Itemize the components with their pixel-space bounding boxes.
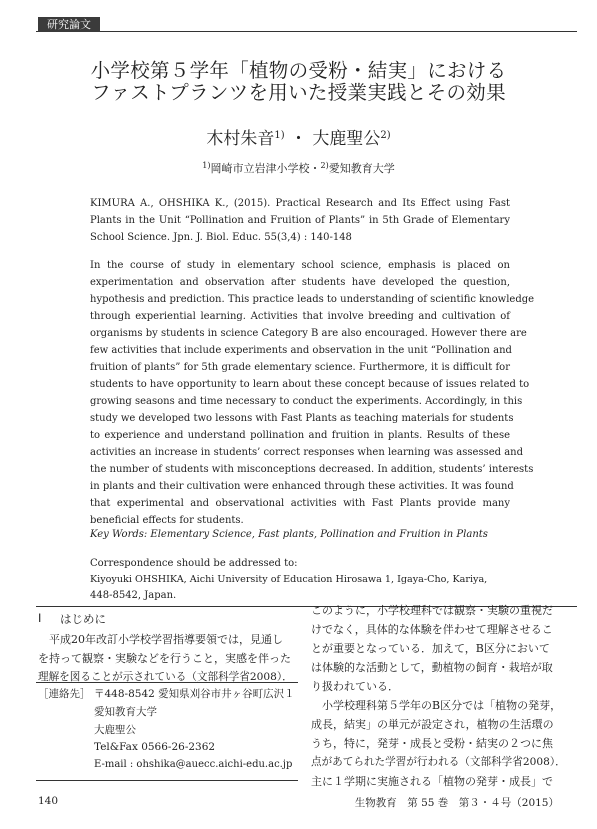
correspondence-line: Correspondence should be addressed to: — [90, 558, 298, 569]
correspondence-line: Kiyoyuki OHSHIKA, Aichi University of Education Hirosawa 1, Igaya-Cho, Kariya, — [90, 574, 488, 585]
affil-1-mark: 1) — [202, 161, 211, 170]
author-separator: ・ — [290, 129, 307, 149]
citation-line: Plants in the Unit “Pollination and Fruition of Plants” in 5th Grade of Elementary — [90, 215, 510, 226]
article-type-tag: 研究論文 — [38, 17, 100, 32]
abstract-line: the number of students with misconceptions decreased. In addition, students’ interests — [90, 464, 534, 475]
authors — [0, 124, 597, 149]
author-1-mark: 1) — [274, 130, 285, 141]
abstract-line: that experimental and observational activities with Fast Plants provide many — [90, 498, 510, 509]
body-line-left: 理解を図ることが示されている（文部科学省2008）． — [38, 671, 293, 683]
body-line-right: 成長，結実」の単元が設定され，植物の生活環の — [311, 718, 554, 731]
affil-2-mark: 2) — [320, 161, 329, 170]
body-line-right: 小学校理科第５学年のB区分では「植物の発芽， — [311, 699, 562, 712]
contact-label: ［連絡先］ — [38, 688, 91, 700]
section-number: Ⅰ — [38, 611, 42, 625]
citation-line: School Science. Jpn. J. Biol. Educ. 55(3,4) : 140-148 — [90, 232, 352, 243]
contact-line: 愛知教育大学 — [94, 706, 157, 718]
author-1: 木村朱音 — [206, 129, 275, 149]
correspondence-line: 448-8542, Japan. — [90, 590, 177, 601]
body-line-right: は体験的な活動として，動植物の飼育・栽培が取 — [311, 661, 553, 674]
author-2: 大鹿聖公 — [312, 129, 381, 149]
abstract-line: beneficial effects for students. — [90, 515, 244, 526]
body-line-right: けでなく，具体的な体験を伴わせて理解させるこ — [311, 623, 553, 636]
abstract-line: students to have opportunity to learn about these concept because of issues related to — [90, 379, 530, 390]
keywords: Key Words: Elementary Science, Fast plants, Pollination and Fruition in Plants — [90, 529, 488, 540]
affiliations — [0, 160, 597, 176]
body-line-right: このように，小学校理科では観察・実験の重視だ — [311, 604, 553, 617]
body-line-right: とが重要となっている．加えて，B区分において — [311, 642, 550, 655]
contact-line: Tel&Fax 0566-26-2362 — [94, 741, 216, 753]
author-2-mark: 2) — [380, 130, 391, 141]
body-line-left: を持って観察・実験などを行うこと，実感を伴った — [38, 652, 291, 665]
journal-footer: 生物教育 第 55 巻 第３・４号（2015） — [354, 797, 559, 809]
contact-line: 〒448-8542 愛知県刈谷市井ヶ谷町広沢１ — [94, 688, 295, 700]
abstract-line: organisms by students in science Category B are also encouraged. However there are — [90, 328, 527, 339]
contact-line: 大鹿聖公 — [94, 724, 136, 736]
affil-1: 岡崎市立岩津小学校・ — [210, 162, 321, 175]
header-rule — [36, 31, 577, 32]
abstract-line: to experience and understand pollination and fruition in plants. Results of these — [90, 430, 510, 441]
section-heading: はじめに — [60, 612, 106, 626]
citation-line: KIMURA A., OHSHIKA K., (2015). Practical Research and Its Effect using Fast — [90, 198, 510, 209]
body-line-right: り扱われている． — [311, 680, 399, 693]
body-line-right: 点があてられた学習が行われる（文部科学省2008）． — [311, 756, 566, 768]
title-line-2: ファストプランツを用いた授業実践とその効果 — [91, 81, 506, 104]
abstract-line: hypothesis and prediction. This practice leads to understanding of scientific knowledge — [90, 294, 535, 305]
affil-2: 愛知教育大学 — [328, 162, 395, 175]
abstract-line: growing seasons and time necessary to conduct the experiments. Accordingly, in this — [90, 396, 523, 407]
abstract-line: experimentation and observation after students have developed the question, — [90, 277, 510, 288]
abstract-line: In the course of study in elementary school science, emphasis is placed on — [90, 260, 510, 271]
body-line-right: うち，特に，発芽・成長と受粉・結実の２つに焦 — [311, 737, 553, 750]
contact-email: E-mail : ohshika@auecc.aichi-edu.ac.jp — [94, 759, 293, 770]
page-number: 140 — [38, 795, 59, 807]
abstract-line: through experiential learning. Activities that involve breeding and cultivation of — [90, 311, 510, 322]
abstract-line: study we developed two lessons with Fast Plants as teaching materials for students — [90, 413, 514, 424]
abstract-line: few activities that include experiments and observation in the unit “Pollination and — [90, 345, 512, 356]
abstract-line: fruition of plants” for 5th grade elementary science. Furthermore, it is difficult for — [90, 362, 510, 373]
body-line-left: 平成20年改訂小学校学習指導要領では，見通し — [38, 633, 283, 646]
abstract-line: activities an increase in students’ correct responses when learning was assessed and — [90, 447, 524, 458]
body-line-right: 主に１学期に実施される「植物の発芽・成長」で — [311, 775, 553, 788]
abstract-line: in plants and their cultivation were enhanced through these activities. It was found — [90, 481, 514, 492]
title-line-1: 小学校第５学年「植物の受粉・結実」における — [90, 59, 507, 82]
